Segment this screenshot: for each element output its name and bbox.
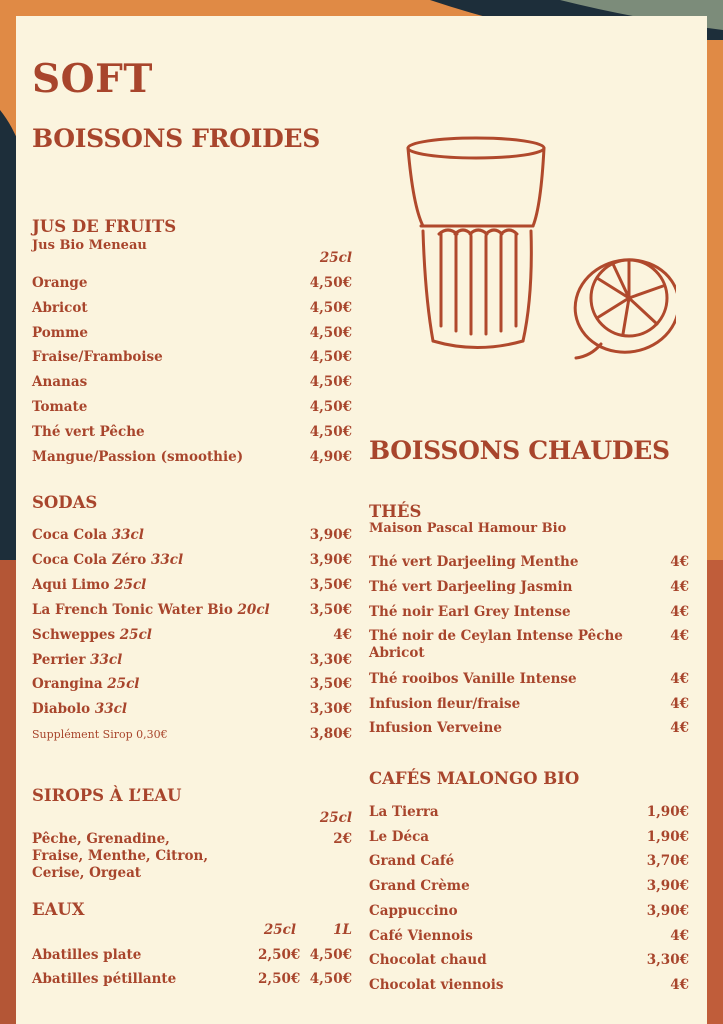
coffee-row: Chocolat chaud 3,30€	[369, 952, 689, 968]
juices-size-header: 25cl	[319, 250, 352, 266]
juice-row: Orange 4,50€	[32, 275, 352, 291]
coffee-row: La Tierra 1,90€	[369, 804, 689, 820]
cold-drinks-title: BOISSONS FROIDES	[32, 124, 320, 153]
syrups-title: SIROPS À L’EAU	[32, 786, 182, 805]
juice-row: Thé vert Pêche 4,50€	[32, 424, 352, 440]
water-row: Abatilles plate 2,50€ 4,50€	[32, 947, 352, 963]
juice-row: Ananas 4,50€	[32, 374, 352, 390]
waters-size2-header: 1L	[333, 922, 352, 938]
teas-title: THÉS	[369, 502, 422, 521]
tea-row: Thé vert Darjeeling Menthe 4€	[369, 554, 689, 570]
coffee-row: Grand Café 3,70€	[369, 853, 689, 869]
coffees-title: CAFÉS MALONGO BIO	[369, 769, 580, 788]
tea-row: Thé noir Earl Grey Intense 4€	[369, 604, 689, 620]
coffee-row: Chocolat viennois 4€	[369, 977, 689, 993]
soda-row: Orangina 25cl 3,50€	[32, 676, 352, 692]
tea-row: Infusion fleur/fraise 4€	[369, 696, 689, 712]
coffee-row: Café Viennois 4€	[369, 928, 689, 944]
syrup-row: Pêche, Grenadine, Fraise, Menthe, Citron, Cerise, Orgeat 2€	[32, 831, 352, 881]
juices-title: JUS DE FRUITS	[32, 217, 177, 236]
coffee-row: Le Déca 1,90€	[369, 829, 689, 845]
sodas-title: SODAS	[32, 493, 98, 512]
soda-row: La French Tonic Water Bio 20cl 3,50€	[32, 602, 352, 618]
waters-size1-header: 25cl	[263, 922, 296, 938]
syrup-supplement-row: Supplément Sirop 0,30€ 3,80€	[32, 726, 352, 742]
juices-subtitle: Jus Bio Meneau	[32, 238, 147, 253]
soda-row: Aqui Limo 25cl 3,50€	[32, 577, 352, 593]
tea-row: Thé vert Darjeeling Jasmin 4€	[369, 579, 689, 595]
juice-row: Tomate 4,50€	[32, 399, 352, 415]
page-title: SOFT	[32, 56, 153, 102]
coffee-row: Cappuccino 3,90€	[369, 903, 689, 919]
tea-row: Thé noir de Ceylan Intense Pêche Abricot 4€	[369, 628, 689, 661]
soda-row: Schweppes 25cl 4€	[32, 627, 352, 643]
glass-and-orange-illustration	[401, 126, 676, 376]
teas-subtitle: Maison Pascal Hamour Bio	[369, 521, 567, 536]
juice-row: Fraise/Framboise 4,50€	[32, 349, 352, 365]
water-row: Abatilles pétillante 2,50€ 4,50€	[32, 971, 352, 987]
coffee-row: Grand Crème 3,90€	[369, 878, 689, 894]
hot-drinks-title: BOISSONS CHAUDES	[369, 436, 670, 465]
menu-card	[16, 16, 707, 1024]
juice-row: Pomme 4,50€	[32, 325, 352, 341]
juice-row: Abricot 4,50€	[32, 300, 352, 316]
tea-row: Infusion Verveine 4€	[369, 720, 689, 736]
waters-title: EAUX	[32, 900, 85, 919]
soda-row: Diabolo 33cl 3,30€	[32, 701, 352, 717]
soda-row: Coca Cola 33cl 3,90€	[32, 527, 352, 543]
syrups-size-header: 25cl	[319, 810, 352, 826]
soda-row: Coca Cola Zéro 33cl 3,90€	[32, 552, 352, 568]
tea-row: Thé rooibos Vanille Intense 4€	[369, 671, 689, 687]
soda-row: Perrier 33cl 3,30€	[32, 652, 352, 668]
juice-row: Mangue/Passion (smoothie) 4,90€	[32, 449, 352, 465]
